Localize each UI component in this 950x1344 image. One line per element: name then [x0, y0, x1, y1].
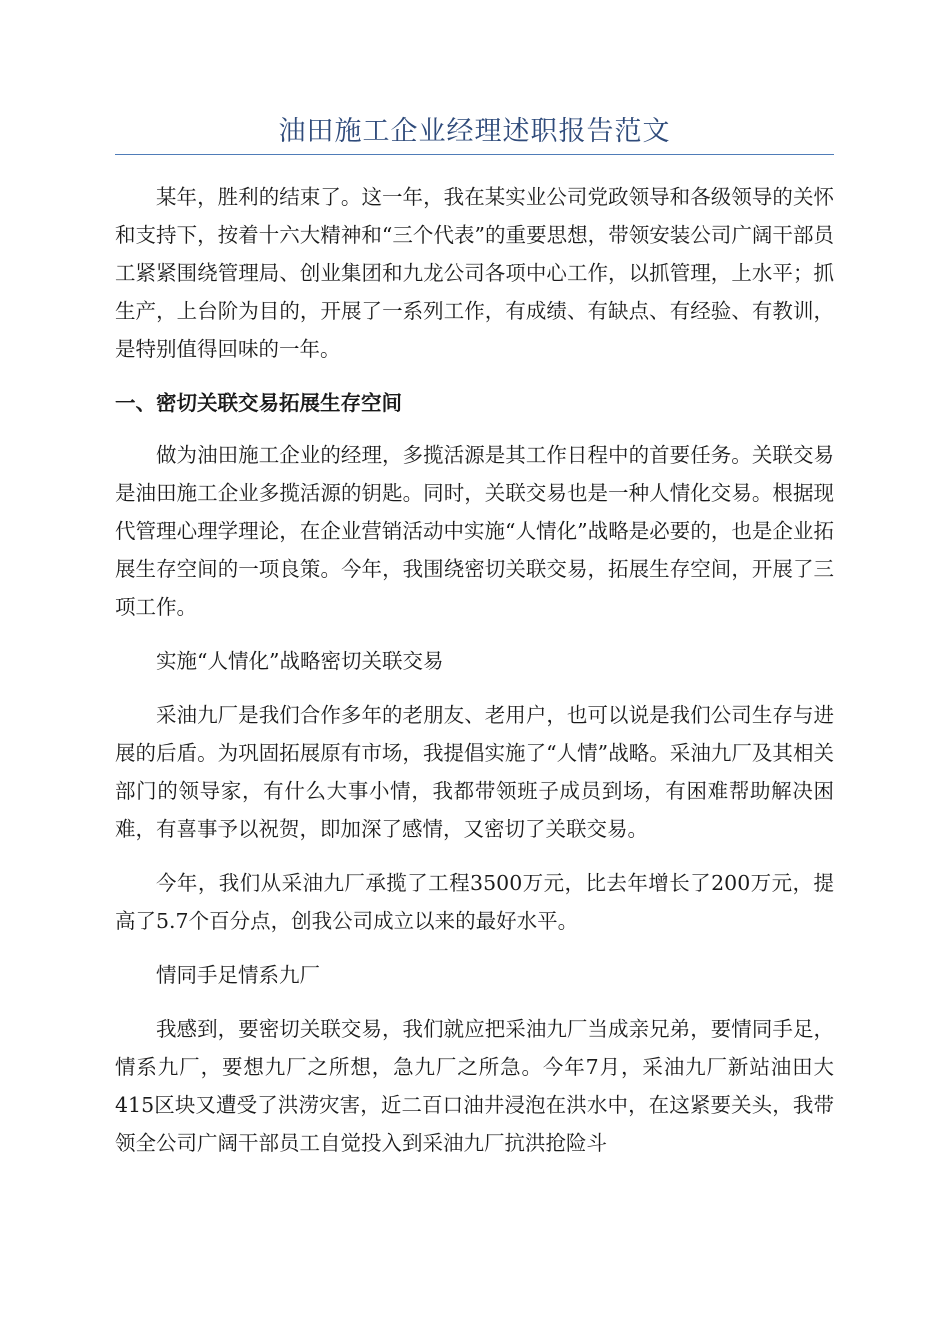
paragraph: 采油九厂是我们合作多年的老朋友、老用户，也可以说是我们公司生存与进展的后盾。为巩固拓展原有市场，我提倡实施了“人情”战略。采油九厂及其相关部门的领导家，有什么大事小情，我都带领班子成员到场，有困难帮助解决困难，有喜事予以祝贺，即加深了感情，又密切了关联交易。 — [115, 703, 834, 841]
paragraph-intro: 某年，胜利的结束了。这一年，我在某实业公司党政领导和各级领导的关怀和支持下，按着十六大精神和“三个代表”的重要思想，带领安装公司广阔干部员工紧紧围绕管理局、创业集团和九龙公司各项中心工作，以抓管理，上水平；抓生产，上台阶为目的，开展了一系列工作，有成绩、有缺点、有经验、有教训，是特别值得回味的一年。 — [115, 185, 834, 361]
subheading: 实施“人情化”战略密切关联交易 — [156, 649, 444, 673]
document-body — [115, 178, 834, 1178]
section-heading: 一、密切关联交易拓展生存空间 — [115, 391, 402, 415]
paragraph: 做为油田施工企业的经理，多揽活源是其工作日程中的首要任务。关联交易是油田施工企业多揽活源的钥匙。同时，关联交易也是一种人情化交易。根据现代管理心理学理论，在企业营销活动中实施“人情化”战略是必要的，也是企业拓展生存空间的一项良策。今年，我围绕密切关联交易，拓展生存空间，开展了三项工作。 — [115, 443, 834, 619]
title-underline — [115, 154, 834, 155]
subheading: 情同手足情系九厂 — [156, 963, 320, 987]
paragraph: 我感到，要密切关联交易，我们就应把采油九厂当成亲兄弟，要情同手足，情系九厂，要想九厂之所想，急九厂之所急。今年7月，采油九厂新站油田大415区块又遭受了洪涝灾害，近二百口油井浸泡在洪水中，在这紧要关头，我带领全公司广阔干部员工自觉投入到采油九厂抗洪抢险斗 — [115, 1017, 834, 1155]
paragraph: 今年，我们从采油九厂承揽了工程3500万元，比去年增长了200万元，提高了5.7个百分点，创我公司成立以来的最好水平。 — [115, 871, 834, 933]
document-title: 油田施工企业经理述职报告范文 — [278, 116, 671, 147]
